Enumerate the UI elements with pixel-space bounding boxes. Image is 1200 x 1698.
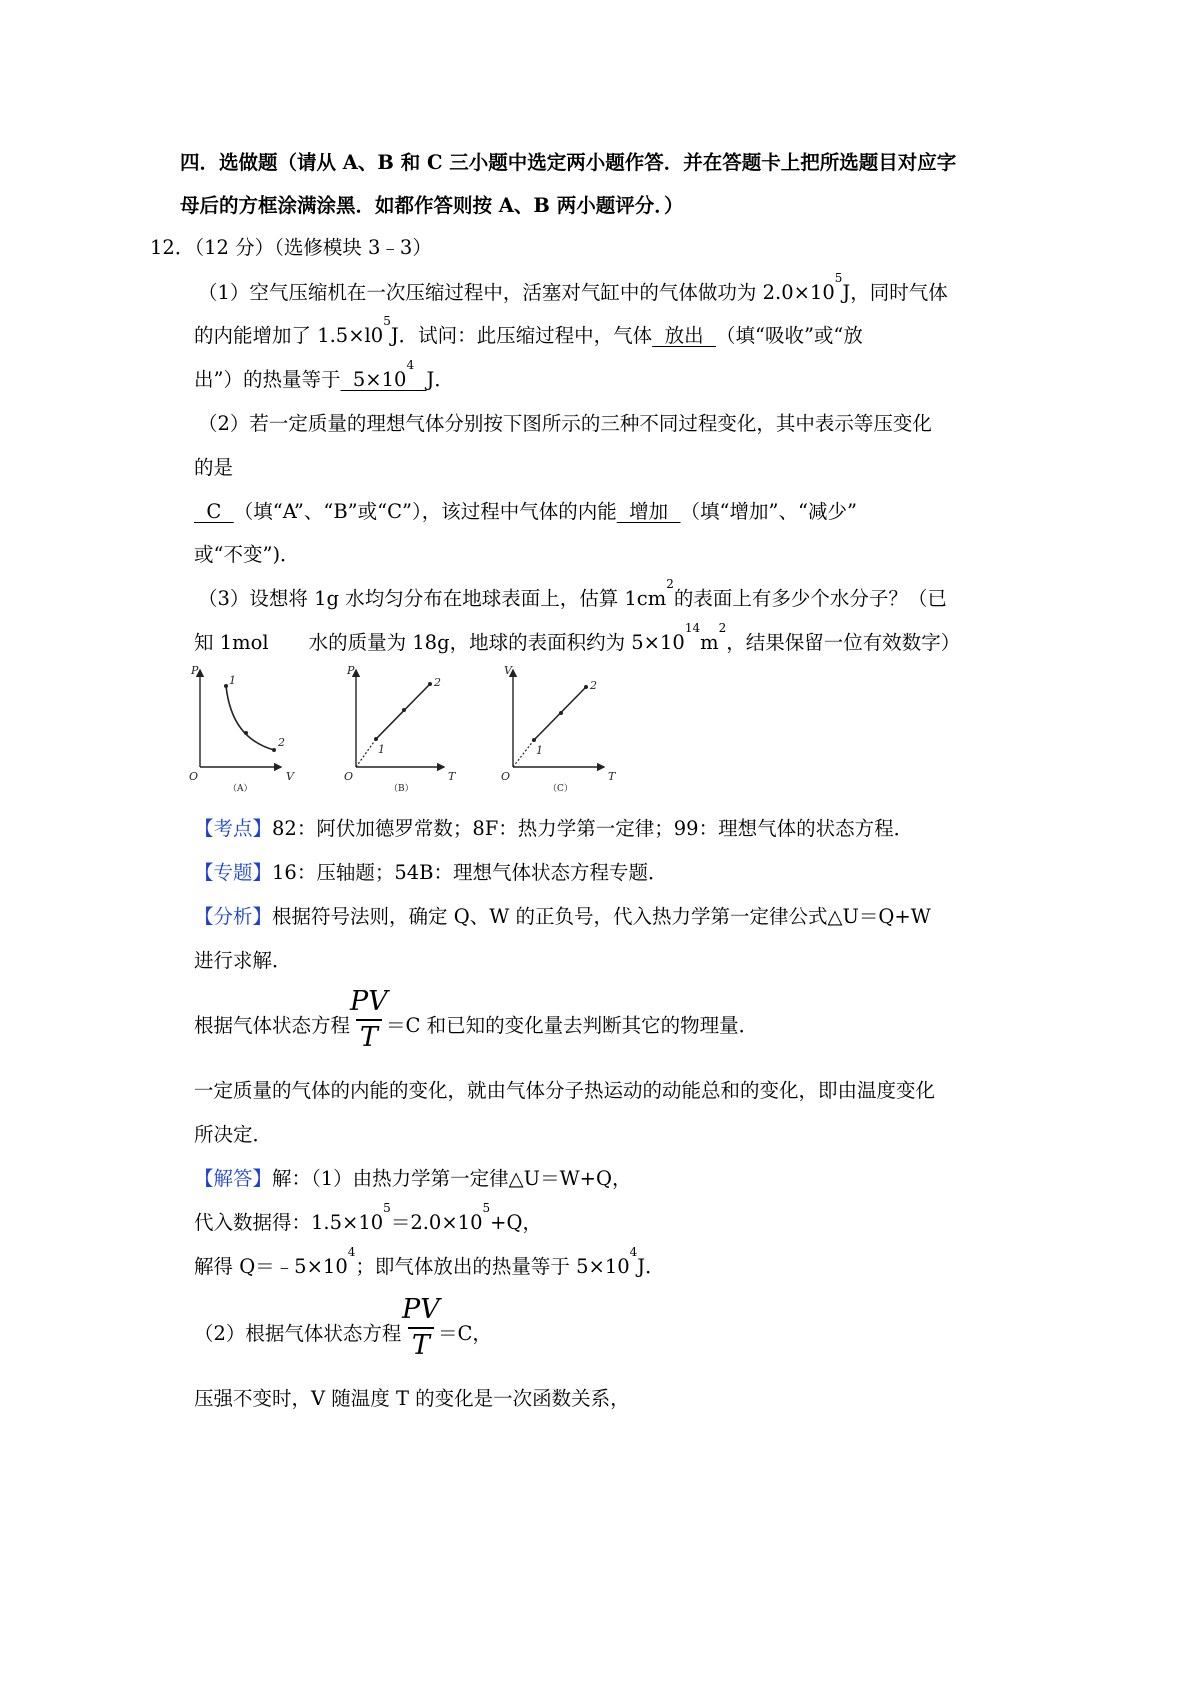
jieda-tag: 【解答】 [194,1167,273,1190]
graph-c-point-1: 1 [536,744,543,757]
jieda-data-line: 代入数据得：$1.5\times 10^5=2.0\times 10^5+Q$， [194,1201,542,1234]
graph-a-caption: （A） [228,784,253,794]
graph-c-origin-label: O [501,770,511,783]
jieda-result-line: 解得 $Q=﹣5\times 10^4$；即气体放出的热量等于 $5\times 10^4J$． [194,1245,665,1278]
graph-a-y-axis-label: P [191,664,199,677]
answer-blank-energy: 增加 [616,500,681,523]
graph-b-y-axis-label: P [347,664,355,677]
jieda-line1: 【解答】解：（1）由热力学第一定律△U＝W+Q， [194,1167,632,1190]
graph-a-point-1: 1 [229,674,236,687]
fenxi-line1: 【分析】根据符号法则，确定 Q、W 的正负号，代入热力学第一定律公式△U＝Q+W [194,905,931,928]
eq2-pre-text: （2）根据气体状态方程 [194,1322,402,1345]
fenxi-tag: 【分析】 [194,905,273,928]
eq1-post-text: ＝C 和已知的变化量去判断其它的物理量． [386,1014,759,1037]
graph-b-caption: （B） [389,784,414,794]
kaodian-line: 【考点】82：阿伏加德罗常数；8F：热力学第一定律；99：理想气体的状态方程． [194,817,914,840]
graph-a-point-2: 2 [278,736,285,749]
graph-a-origin-label: O [189,770,199,783]
graph-c-x-axis-label: T [608,770,616,783]
graph-c [501,664,617,794]
graph-c-point-2: 2 [590,679,597,692]
zhuanti-line: 【专题】16：压轴题；54B：理想气体状态方程专题． [194,861,668,884]
jieda-last-line: 压强不变时，V 随温度 T 的变化是一次函数关系， [194,1387,630,1410]
graph-a [189,664,295,794]
eq1-pre-text: 根据气体状态方程 [194,1014,351,1037]
graph-c-caption: （C） [548,784,573,794]
question-header: 12．（12 分）（选修模块 3﹣3） [150,236,432,259]
fenxi-para3-line2: 所决定． [194,1123,273,1146]
isotherm-curve [226,686,274,750]
gas-law-fraction-1: $\frac{PV}{T}$ [350,986,388,1053]
part3-line1: （3）设想将 1g 水均匀分布在地球表面上，估算 $1cm^2$的表面上有多少个水分子？（已 [198,577,947,610]
gas-law-fraction-2: $\frac{PV}{T}$ [402,1294,440,1361]
fenxi-line2: 进行求解． [194,949,292,972]
graph-c-y-axis-label: V [504,664,512,677]
part1-line1: （1）空气压缩机在一次压缩过程中，活塞对气缸中的气体做功为 $2.0\times 10^5J$，同时气体 [198,271,948,304]
part1-line2: 的内能增加了 $1.5\times l0^5J$．试问：此压缩过程中，气体 放出 （填“吸收”或“放 [194,314,863,347]
graph-b-point-1: 1 [378,743,385,756]
part2-line3: C （填“A”、“B”或“C”），该过程中气体的内能 增加 （填“增加”、“减少” [194,500,857,523]
kaodian-tag: 【考点】 [194,817,273,840]
part2-line1: （2）若一定质量的理想气体分别按下图所示的三种不同过程变化，其中表示等压变化 [198,412,932,435]
graph-a-x-axis-label: V [286,770,294,783]
pvt-graphs-figure [186,662,656,800]
part2-line2: 的是 [194,456,234,479]
answer-blank-choice: C [194,500,234,523]
eq2-post-text: ＝C， [438,1322,492,1345]
answer-blank-release: 放出 [652,324,716,347]
section-heading-line1: 四．选做题（请从 A、B 和 C 三小题中选定两小题作答．并在答题卡上把所选题目对应字 [180,151,957,174]
part1-line3: 出”）的热量等于 $5\times 10^4$ J． [194,358,454,391]
graph-b-point-2: 2 [434,676,441,689]
zhuanti-tag: 【专题】 [194,861,273,884]
fenxi-para3-line1: 一定质量的气体的内能的变化，就由气体分子热运动的动能总和的变化，即由温度变化 [194,1079,936,1102]
graph-b [344,664,457,794]
part3-line2: 知 1mol 水的质量为 18g，地球的表面积约为 $5\times 10^{14}m^2$，结果保留一位有效数字） [194,621,961,654]
section-heading-line2: 母后的方框涂满涂黑．如都作答则按 A、B 两小题评分．） [180,194,684,217]
graph-b-origin-label: O [344,770,354,783]
answer-blank-heat: $5\times 10^4$ [340,358,415,391]
graph-b-x-axis-label: T [448,770,456,783]
part2-line4: 或“不变”)． [194,543,300,566]
